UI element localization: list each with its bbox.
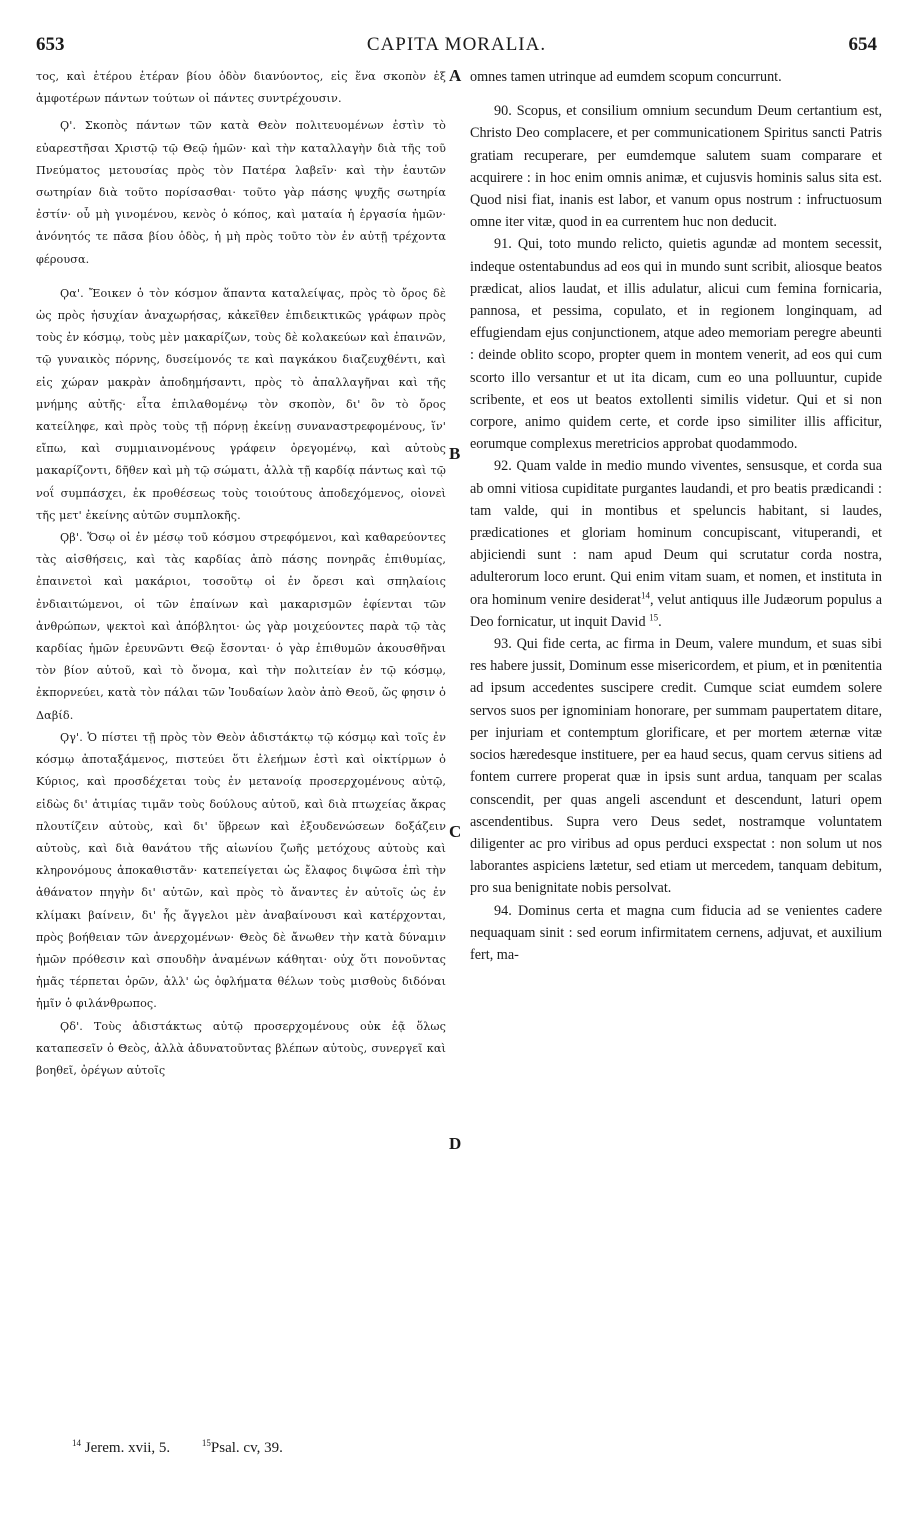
greek-chapter-90: Ϙ'. Σκοπὸς πάντων τῶν κατὰ Θεὸν πολιτευομένων ἐστὶν τὸ εὐαρεστῆσαι Χριστῷ τῷ Θεῷ ἡμῶν· καὶ τὴν καταλλαγὴν διὰ τῆς τοῦ Πνεύματος μετουσίας πρὸς τὸν Πατέρα λαβεῖν· καὶ τὴν ἑαυτῶν σωτηρίαν διὰ τοῦτο πορίσασθαι· τοῦτο γὰρ πάσης ψυχῆς σωτηρία ἐστίν· οὗ μὴ γινομένου, κενὸς ὁ κόπος, καὶ ματαία ἡ ἐργασία ἡμῶν· ἀνόνητός τε πᾶσα βίου ὁδὸς, ἡ μὴ πρὸς τοῦτο τὸν ἐν αὐτῇ τρέχοντα φέρουσα. <box>36 119 446 266</box>
footnotes <box>72 1440 311 1457</box>
footnote-15-mark: 15 <box>201 1438 211 1448</box>
margin-marker-d: D <box>449 1134 462 1153</box>
greek-chapter-91: Ϙα'. Ἔοικεν ὁ τὸν κόσμον ἅπαντα καταλείψας, πρὸς τὸ ὄρος δὲ ὡς πρὸς ἡσυχίαν ἀναχωρήσας, κἀκεῖθεν ἐπιδεικτικῶς γράφων πρὸς τοὺς ἐν κόσμῳ, τοὺς μὲν μακαρίζων, τοὺς δὲ κολακεύων καὶ ἐπαινῶν, τῷ γυναικὸς πόρνης, δυσείμονός τε καὶ παγκάκου διαζευχθέντι, καὶ εἰς χώραν μακρὰν ἀποδημήσαντι, πρὸς τὸ ἀπαλλαγῆναι καὶ τῆς μνήμης αὐτῆς· εἶτα ἐπιλαθομένῳ τὸν σκοπὸν, δι' ὃν τὸ ὄρος κατείληφε, καὶ πρὸς τοὺς τῇ πόρνῃ ἐκείνῃ συναναστρεφομένους, ἵν' εἴπω, καὶ συμμιαινομένους γράφειν ὀρεγομένῳ, καὶ αὐτοὺς μακαρίζοντι, δῆθεν καὶ μὴ τῷ σώματι, ἀλλὰ τῇ καρδίᾳ πάντως καὶ τῷ νοΐ συμπάσχει, ἐκ προθέσεως τοὺς τοιούτους ἀποδεχόμενος, οἱονεὶ τῆς μετ' ἐκείνης αὐτῶν συμπλοκῆς. <box>36 286 446 522</box>
greek-chapter-93: Ϙγ'. Ὁ πίστει τῇ πρὸς τὸν Θεὸν ἀδιστάκτῳ τῷ κόσμῳ καὶ τοῖς ἐν κόσμῳ ἀποταξάμενος, πιστεύει ὅτι ἐλεήμων ἐστὶ καὶ οἰκτίρμων ὁ Κύριος, καὶ προσδέχεται τοὺς ἐν μετανοίᾳ προσερχομένους αὐτῷ, εἰδὼς δι' ἀτιμίας τιμᾶν τοὺς δούλους αὐτοῦ, καὶ διὰ πτωχείας ἄκρας πλουτίζειν αὐτοὺς, καὶ δι' ὕβρεων καὶ ἐξουδενώσεων δοξάζειν αὐτοὺς, καὶ διὰ θανάτου τῆς αἰωνίου ζωῆς μετόχους αὐτοὺς καὶ κληρονόμους ἀποκαθιστᾶν· κατεπείγεται ὡς ἔλαφος διψῶσα ἐπὶ τὴν ἀθάνατον πηγὴν δι' αὐτῶν, καὶ πρὸς τὸ ἄναντες ἐν αὐτοῖς ὡς ἐν κλίμακι βαίνειν, δι' ἧς ἄγγελοι μὲν ἀναβαίνουσι καὶ κατέρχονται, πρὸς βοήθειαν τῶν ἀνερχομένων· Θεὸς δὲ ἄνωθεν τὴν κατὰ δύναμιν ἡμῶν πρόθεσιν καὶ σπουδὴν ἀναμένων κάθηται· οὐχ ὅτι πονοῦντας ἡμᾶς τέρπεται ὁρῶν, ἀλλ' ὡς ὀφλήματα θέλων τοὺς μισθοὺς διδόναι ἡμῖν ὁ φιλάνθρωπος. <box>36 730 446 1011</box>
latin-chapter-94: 94. Dominus certa et magna cum fiducia ad se venientes cadere nequaquam sinit : sed eorum infirmitatem cernens, adjuvat, et auxilium fert, ma- <box>470 902 882 963</box>
footnote-15-text: Psal. cv, 39. <box>210 1440 283 1456</box>
greek-column <box>36 66 446 1082</box>
page-number-left: 653 <box>36 34 65 55</box>
margin-marker-a: A <box>449 66 462 85</box>
greek-chapter-92: Ϙβ'. Ὅσῳ οἱ ἐν μέσῳ τοῦ κόσμου στρεφόμενοι, καὶ καθαρεύοντες τὰς αἰσθήσεις, καὶ τὰς καρδίας ἀπὸ πάσης πονηρᾶς ἐπιθυμίας, ἐπαινετοὶ καὶ μακάριοι, τοσοῦτῳ οἱ ἐν ὄρεσι καὶ σπηλαίοις ἐνδιαιτώμενοι, οἱ τῶν ἐπαίνων καὶ μακαρισμῶν ἐφίενται τῶν ἀνθρώπων, ψεκτοὶ καὶ ἀπόβλητοι· ὡς γὰρ μοιχεύοντες παρὰ τῷ τὰς καρδίας ἡμῶν ἐρευνῶντι Θεῷ ἔσονται· ὁ γὰρ ἐπιθυμῶν ἀκουσθῆναι τὸν βίον αὐτοῦ, καὶ τὸ ὄνομα, καὶ τὴν πολιτείαν ἐν τῷ κόσμῳ, ἐκπορνεύει, κατὰ τὸν πάλαι τῶν Ἰουδαίων λαὸν ἀπὸ Θεοῦ, ὥς φησιν ὁ Δαβίδ. <box>36 531 446 722</box>
latin-column <box>470 66 882 966</box>
running-title: CAPITA MORALIA. <box>366 34 547 55</box>
latin-chapter-92 <box>470 455 882 633</box>
latin-chapter-91: 91. Qui, toto mundo relicto, quietis agundæ ad montem secessit, indeque ostentabundus ad eos qui in mundo sunt scribit, aliosque beatos prædicat, alios laudat, et illis adulatur, alicui cum femina fornicaria, pannosa, et pessima, copulato, et in regionem longinquam, ad effugiendam ejus conjunctionem, atque adeo memoriam peregre abeunti : deinde oblito scopo, propter quem in montem venerit, ad eos qui cum scorto illo versantur et ut ita dicam, cum eo una polluuntur, cupide scribente, et eos ut beatos extollenti similis videtur. Qui et si non corpore, animo quidem certe, et corde ipso similiter illis afficitur, eorumque complexus meretricios approbat quodammodo. <box>470 236 882 453</box>
margin-marker-b: B <box>449 444 461 463</box>
page-number-right: 654 <box>848 34 877 55</box>
footnote-ref-15: 15 <box>649 612 659 623</box>
footnote-14-mark: 14 <box>72 1438 81 1448</box>
margin-marker-c: C <box>449 822 462 841</box>
greek-paragraph-continued: τος, καὶ ἑτέρου ἑτέραν βίου ὁδὸν διανύοντος, εἰς ἕνα σκοπὸν ἐξ ἀμφοτέρων πάντων τούτων οἱ πάντες συντρέχουσιν. <box>36 70 446 106</box>
footnote-14 <box>72 1440 184 1456</box>
latin-chapter-92-text-end: . <box>658 613 662 630</box>
latin-chapter-93: 93. Qui fide certa, ac firma in Deum, valere mundum, et suas sibi res habere jussit, Dominum esse misericordem, et pium, et in pœnitentia ad ipsum accedentes suscipere credit. Cumque sciat eumdem solere servos suos per ignominiam honorare, per summam paupertatem ditare, per injuriam et contemptum glorificare, et per mortem æternæ vitæ socios hæredesque instituere, per ea haud secus, quam cervus sitiens ad fontem currere properat quæ in ipsis sunt ardua, tanquam per scalas conscendit, per quas angeli ascendunt et descendunt, laturi opem ascendentibus. Supra vero Deus sedet, nostramque voluntatem diligenter ac pro viribus ad opus perduci exspectat : non solum ut nos laborantes aspiciens lætetur, sed etiam ut mercedem, tanquam debitum, pro sua benignitate nobis persolvat. <box>470 636 882 897</box>
footnote-14-text: Jerem. xvii, 5. <box>84 1440 171 1456</box>
greek-chapter-94: Ϙδ'. Τοὺς ἀδιστάκτως αὐτῷ προσερχομένους οὐκ ἐᾷ ὅλως καταπεσεῖν ὁ Θεὸς, ἀλλὰ ἀδυνατοῦντας βλέπων αὐτοὺς, συνεργεῖ καὶ βοηθεῖ, ὀρέγων αὐτοῖς <box>36 1019 446 1077</box>
footnote-ref-14: 14 <box>640 589 650 600</box>
latin-chapter-92-text: 92. Quam valde in medio mundo viventes, sensusque, et corda sua ab omni vitiosa cupiditate purgantes laudandi, et pro beatis prædicandi : tam valde, qui in montibus et speluncis habitant, si laudes, prædicationes et gloriam hominum concupiscant, vituperandi, et abjiciendi sunt : nam apud Deum qui scrutatur corda nostra, adulterorum loco erunt. Qui enim vitam suam, et nomen, et instituta in ora hominum venire desiderat <box>470 458 882 608</box>
running-header <box>36 34 877 60</box>
latin-chapter-90: 90. Scopus, et consilium omnium secundum Deum certantium est, Christo Deo complacere, et per communicationem Spiritus sancti Patris gratiam recuperare, per eumdemque salutem suam comparare et acquirere : in hoc enim omnis animæ, et cujusvis hominis salus sita est. Quod nisi fiat, inanis est labor, et vanum opus nostrum : infructuosum omne iter vitæ, quod in ea currentem huc non deducit. <box>470 103 882 231</box>
latin-paragraph-continued: omnes tamen utrinque ad eumdem scopum concurrunt. <box>470 69 782 85</box>
footnote-15 <box>202 1440 297 1456</box>
latin-chapter-92-text-mid: , velut antiquus ille Judæorum populus a Deo fornicatur, ut inquit David <box>470 591 882 630</box>
